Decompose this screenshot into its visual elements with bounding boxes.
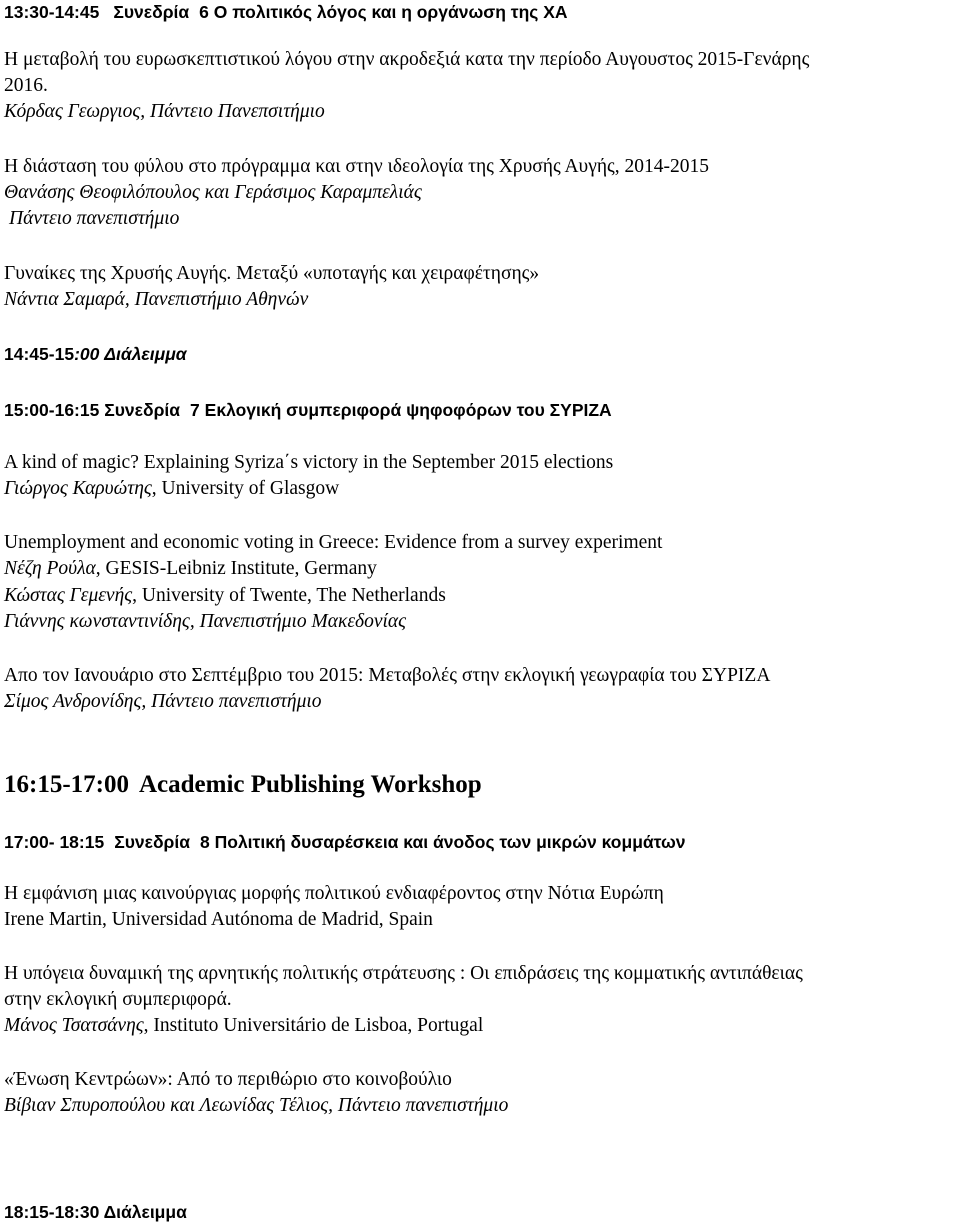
paper-title: Unemployment and economic voting in Greece: Evidence from a survey experiment	[4, 532, 663, 553]
break-time: 14:45-15	[4, 344, 75, 364]
break-label: Διάλειμμα	[104, 344, 187, 364]
session-label: Συνεδρία	[114, 832, 191, 852]
paper-authors: Κόρδας Γεωργιος, Πάντειο Πανεπσιτήμιο	[4, 101, 325, 122]
session-7-header	[4, 398, 612, 422]
paper-affiliation: Πάντειο πανεπιστήμιο	[9, 208, 180, 229]
paper-authors	[4, 477, 339, 501]
author-name: Μάνος Τσατσάνης	[4, 1015, 144, 1036]
workshop-title: Academic Publishing Workshop	[138, 771, 482, 798]
author-name: Γιώργος Καρυώτης	[4, 478, 152, 499]
session-8-header	[4, 830, 686, 854]
session-number: 8	[200, 832, 210, 852]
session-label: Συνεδρία	[113, 2, 190, 22]
author-name: Κώστας Γεμενής	[4, 585, 133, 606]
workshop-header	[4, 770, 482, 800]
paper-title: Απο τον Ιανουάριο στο Σεπτέμβριο του 2015: Μεταβολές στην εκλογική γεωγραφία του ΣΥΡΙΖΑ	[4, 665, 771, 686]
break-time-end: :00	[74, 344, 100, 364]
paper-title: Η εμφάνιση μιας καινούργιας μορφής πολιτικού ενδιαφέροντος στην Νότια Ευρώπη	[4, 883, 664, 904]
break-label: Διάλειμμα	[103, 1202, 187, 1222]
paper-authors: Θανάσης Θεοφιλόπουλος και Γεράσιμος Καραμπελιάς	[4, 182, 422, 203]
session-title: Πολιτική δυσαρέσκεια και άνοδος των μικρών κομμάτων	[214, 832, 686, 852]
session-time: 17:00- 18:15	[4, 832, 105, 852]
break-header	[4, 342, 187, 366]
session-number: 6	[199, 2, 209, 22]
paper-title: Η μεταβολή του ευρωσκεπτιστικού λόγου στην ακροδεξιά κατα την περίοδο Αυγουστος 2015-Γενάρης	[4, 49, 810, 70]
author-name: Νέζη Ρούλα	[4, 558, 96, 579]
break-time: 18:15-18:30	[4, 1202, 100, 1222]
author-affiliation: , Instituto Universitário de Lisboa, Portugal	[143, 1015, 484, 1036]
paper-author	[4, 557, 377, 581]
session-title: Εκλογική συμπεριφορά ψηφοφόρων του ΣΥΡΙΖΑ	[204, 400, 612, 420]
paper-title: «Ένωση Κεντρώων»: Από το περιθώριο στο κοινοβούλιο	[4, 1069, 452, 1090]
paper-title: Η διάσταση του φύλου στο πρόγραμμα και στην ιδεολογία της Χρυσής Αυγής, 2014-2015	[4, 156, 709, 177]
paper-title: A kind of magic? Explaining Syriza΄s victory in the September 2015 elections	[4, 452, 614, 473]
paper-authors: Νάντια Σαμαρά, Πανεπιστήμιο Αθηνών	[4, 289, 309, 310]
paper-authors: Irene Martin, Universidad Autónoma de Madrid, Spain	[4, 909, 433, 930]
workshop-time: 16:15-17:00	[4, 771, 129, 798]
paper-author	[4, 610, 406, 634]
author-name: Γιάννης κωνσταντινίδης, Πανεπιστήμιο Μακεδονίας	[4, 611, 407, 632]
paper-author	[4, 584, 446, 608]
session-number: 7	[190, 400, 200, 420]
session-label: Συνεδρία	[104, 400, 181, 420]
paper-title-continued: 2016.	[4, 75, 48, 96]
session-title: Ο πολιτικός λόγος και η οργάνωση της ΧΑ	[213, 2, 568, 22]
author-affiliation: , GESIS-Leibniz Institute, Germany	[95, 558, 377, 579]
author-affiliation: , University of Twente, The Netherlands	[132, 585, 446, 606]
break-header	[4, 1200, 187, 1224]
author-affiliation: , University of Glasgow	[151, 478, 340, 499]
paper-title: Η υπόγεια δυναμική της αρνητικής πολιτικής στράτευσης : Οι επιδράσεις της κομματικής αντιπάθειας	[4, 963, 803, 984]
paper-authors: Βίβιαν Σπυροπούλου και Λεωνίδας Τέλιος, Πάντειο πανεπιστήμιο	[4, 1095, 509, 1116]
paper-title-continued: στην εκλογική συμπεριφορά.	[4, 989, 232, 1010]
session-6-header	[4, 0, 568, 24]
session-time: 13:30-14:45	[4, 2, 100, 22]
session-time: 15:00-16:15	[4, 400, 100, 420]
paper-authors	[4, 1014, 483, 1038]
paper-authors: Σίμος Ανδρονίδης, Πάντειο πανεπιστήμιο	[4, 691, 322, 712]
paper-title: Γυναίκες της Χρυσής Αυγής. Μεταξύ «υποταγής και χειραφέτησης»	[4, 263, 540, 284]
